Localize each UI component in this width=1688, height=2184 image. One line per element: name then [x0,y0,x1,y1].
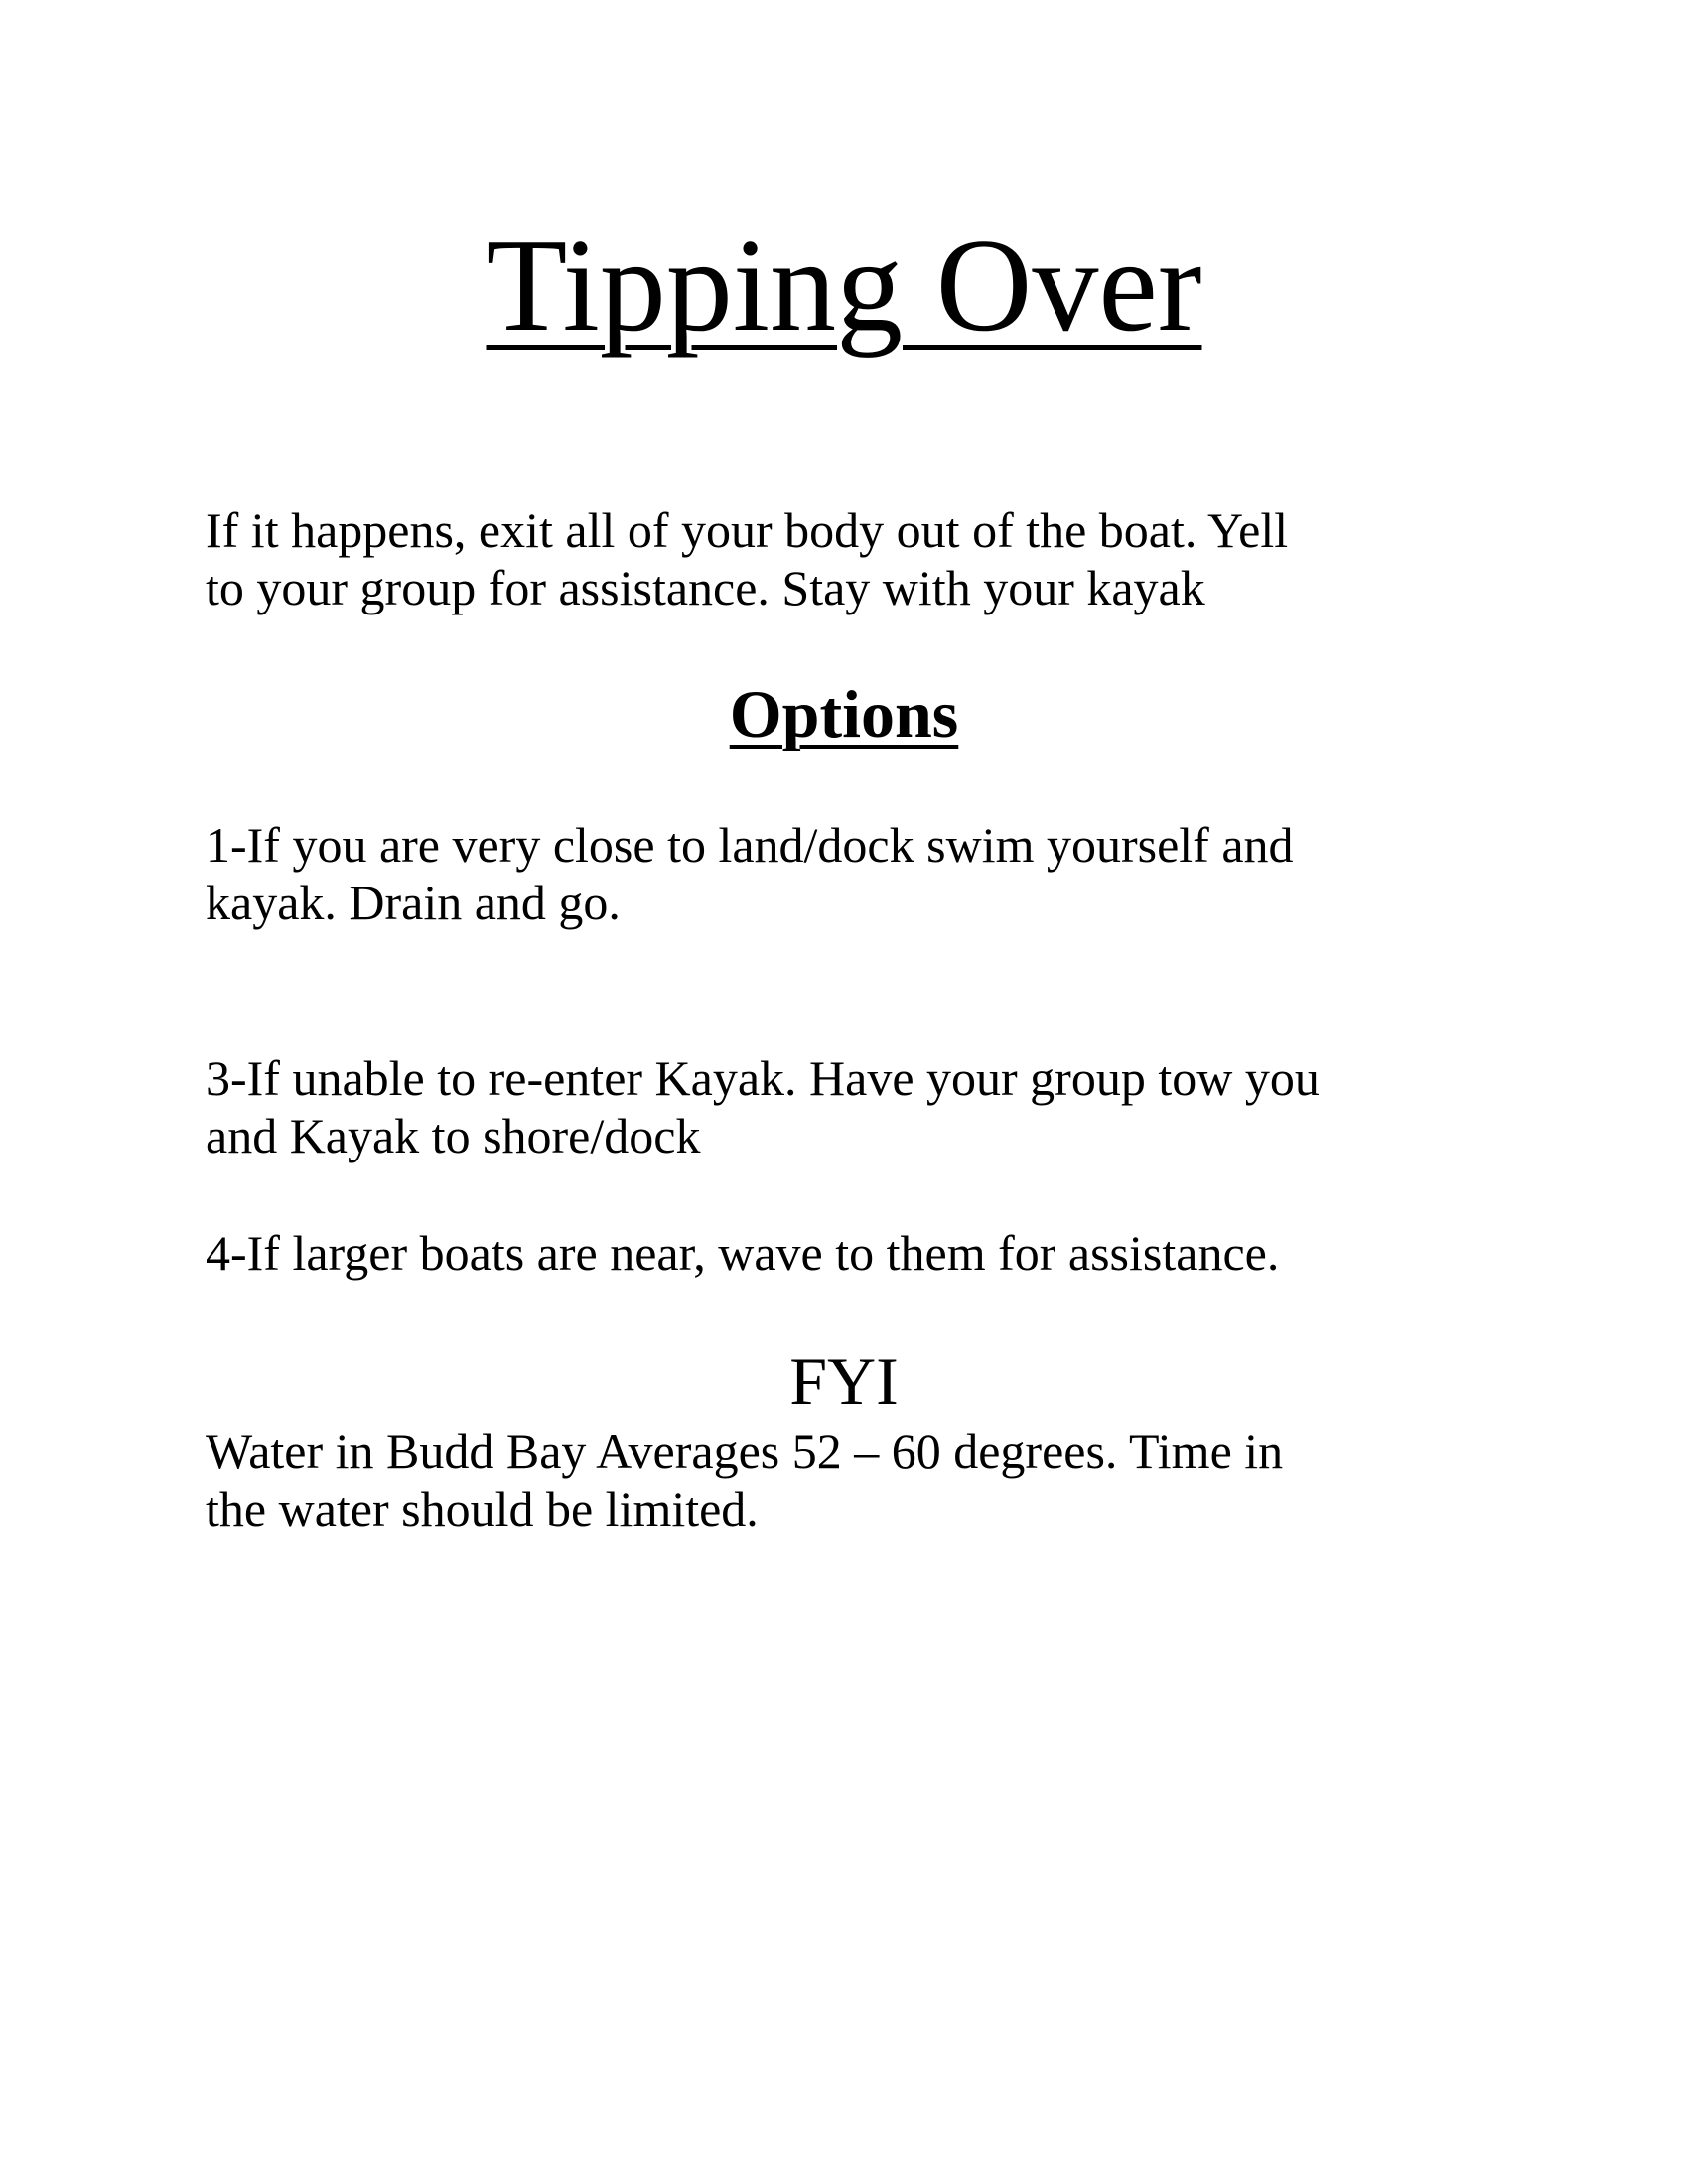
option-item-3: 3-If unable to re-enter Kayak. Have your group tow you and Kayak to shore/dock [206,1050,1320,1163]
fyi-paragraph: Water in Budd Bay Averages 52 – 60 degrees. Time in the water should be limited. [206,1424,1284,1537]
options-heading-text: Options [729,676,959,751]
page-title-text: Tipping Over [486,211,1202,358]
fyi-heading: FYI [789,1343,899,1419]
option-item-1: 1-If you are very close to land/dock swim yourself and kayak. Drain and go. [206,817,1294,930]
page-title [0,211,1688,358]
options-heading [0,676,1688,751]
option-item-4: 4-If larger boats are near, wave to them for assistance. [206,1225,1280,1281]
intro-paragraph: If it happens, exit all of your body out of the boat. Yell to your group for assistance. Stay with your kayak [206,502,1289,615]
